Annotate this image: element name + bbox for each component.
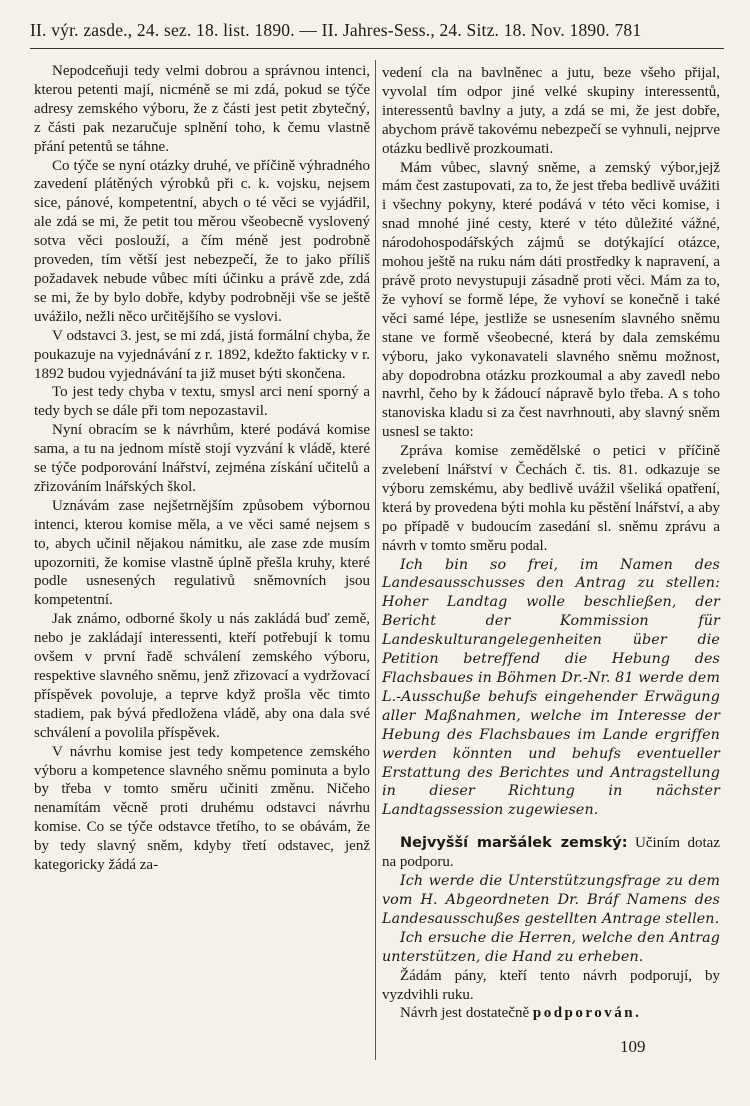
right-column <box>382 64 720 1023</box>
paragraph: Zpráva komise zemědělské o petici v příčině zvelebení lnářství v Čechách č. tis. 81. odkazuje se výboru zemskému, aby bedlivě uvážil všeliká opatření, která by provedena býti mohla ku pěstění lnářství, a aby po případě v budoucím zasedání sl. sněmu zprávu a návrh v tomto směru podal. <box>382 443 720 554</box>
paragraph: Jak známo, odborné školy u nás zakládá buď země, nebo je zakládají interessenti, kteří potřebují k tomu ovšem v první řadě schválení zemského výboru, respektive slavného sněmu, jenž zřizovací a vydržovací příspěvek povoluje, a teprve když prošla věc timto stadiem, pak bývá předložena vládě, aby ona dala své schválení a povolila příspěvek. <box>34 611 370 741</box>
paragraph: V návrhu komise jest tedy kompetence zemského výboru a kompetence slavného sněmu pominuta a bylo by třeba v tomto směru učiniti změnu. Ničeho nenamítám věcně proti druhému odstavci návrhu komise. Co se týče odstavce třetího, to se obávám, že by tedy slavný sněm, kdyby třetí odstavec, jenž kategoricky žádá za- <box>34 743 370 874</box>
page-header: II. výr. zasde., 24. sez. 18. list. 1890. — II. Jahres-Sess., 24. Sitz. 18. Nov. 1890. 781 <box>30 20 642 40</box>
german-paragraph: Ich werde die Unterstützungsfrage zu dem vom H. Abgeordneten Dr. Bráf Namens des Landesausschußes gestellten Antrage stellen. <box>382 873 720 927</box>
paragraph: Uznávám zase nejšetrnějším způsobem výbornou intenci, kterou komise měla, a ve věci samé nejsem s to, abych učinil nějakou námitku, ale zase zde musím upozorniti, že komise vlastně úplně přešla kruhy, které podle usnesených regulativů sněmovních jsou kompetentní. <box>34 497 370 609</box>
paragraph: Žádám pány, kteří tento návrh podporují, by vyzdvihli ruku. <box>382 967 720 1003</box>
left-column <box>34 62 370 875</box>
paragraph: V odstavci 3. jest, se mi zdá, jistá formální chyba, že poukazuje na vyjednávání z r. 1892, kdežto fakticky v r. 1892 budou vyjednávání ta již muset býti skončena. <box>34 327 370 382</box>
paragraph: Mám vůbec, slavný sněme, a zemský výbor,jejž mám čest zastupovati, za to, že jest třeba bedlivě uvážiti i všechny pokyny, které podává v této věci komise, i snad mnohé jiné cesty, které v této důležité vážné, národohospodářských zájmů se dotýkající otázce, mohou ještě na ruku nám dáti prostředky k napravení, a právě proto nevystupuji zásadně proti věci. Mám za to, že vyhoví se formě lépe, že vyhoví se konečně i také věci samé lépe, jestliže se usnesením slavného sněmu stane ve formě všeobecné, která by dala zemskému výboru, jako vykonavateli slavného sněmu možnost, aby dopodrobna otázku prozkoumal a aby zavedl nebo navrhl, čeho by k žádoucí nápravě bylo třeba. A s toho stanoviska kladu si za čest navrhnouti, aby slavný sněm usnesl se takto: <box>382 159 720 441</box>
closing-text: Návrh jest dostatečně <box>400 1005 533 1022</box>
speaker-text: Učiním dotaz na podporu. <box>382 835 720 871</box>
paragraph <box>382 1004 720 1023</box>
paragraph: vedení cla na bavlněnec a jutu, beze všeho přijal, vyvolal tím odpor jiné velké skupiny interessentů, interessentů bavlny a juty, a zdá se mi, že jest dobře, abychom právě takovému nebezpečí se vyhnuli, nejprve otázku bedlivě prozkoumati. <box>382 65 720 157</box>
paragraph: Nepodceňuji tedy velmi dobrou a správnou intenci, kterou petenti mají, nicméně se mi zdá, pokud se týče adresy zemského výboru, že z části jest petit zbytečný, z části pak nezaručuje splnění toho, k čemu vlastně přání petentů se táhne. <box>34 63 370 155</box>
column-divider <box>375 60 376 1060</box>
closing-emphasis: podporován. <box>532 1005 642 1022</box>
german-paragraph: Ich bin so frei, im Namen des Landesausschusses den Antrag zu stellen: Hoher Landtag wolle beschließen, der Bericht der Kommission für Landeskulturangelegenheiten über die Petition betreffend die Hebung des Flachsbaues in Böhmen Dr.-Nr. 81 werde dem L.-Ausschuße behufs eingehender Erwägung aller Maßnahmen, welche im Interesse der Hebung des Flachsbaues im Lande ergriffen werden könnten und behufs eventueller Erstattung des Berichtes und Antragstellung in dieser Richtung in nächster Landtagssession zugewiesen. <box>382 556 720 819</box>
header-rule <box>30 48 724 49</box>
paragraph: To jest tedy chyba v textu, smysl arci není sporný a tedy bych se dále při tom nepozastavil. <box>34 384 370 420</box>
speaker-paragraph <box>382 834 720 872</box>
paragraph: Co týče se nyní otázky druhé, ve příčině výhradného zavedení plátěných výrobků při c. k. vojsku, nejsem sice, pánové, kompetentní, abych o té věci se vyjádřil, ale zdá se mi, že petit tou měrou všeobecně vyslovený sotva věci poslouží, a čím méně jest podrobně proveden, tím větší jest nebezpečí, že to jako příliš požadavek nebude vůbec míti účinku a právě zde, zdá se mi, že by bylo dobře, kdyby podrobněji vše se ještě uvážilo, nežli něco určitějšího se vyslovi. <box>34 157 370 325</box>
page-number: 109 <box>620 1037 646 1056</box>
paragraph: Nyní obracím se k návrhům, které podává komise sama, a tu na jednom místě stojí vyzvání k vládě, které se týče podporování lnářství, zejména získání učitelů a zřizováním lnářských škol. <box>34 422 370 495</box>
spacer <box>382 820 720 834</box>
speaker-name: Nejvyšší maršálek zemský: <box>400 835 628 852</box>
german-paragraph: Ich ersuche die Herren, welche den Antrag unterstützen, die Hand zu erheben. <box>382 929 720 965</box>
